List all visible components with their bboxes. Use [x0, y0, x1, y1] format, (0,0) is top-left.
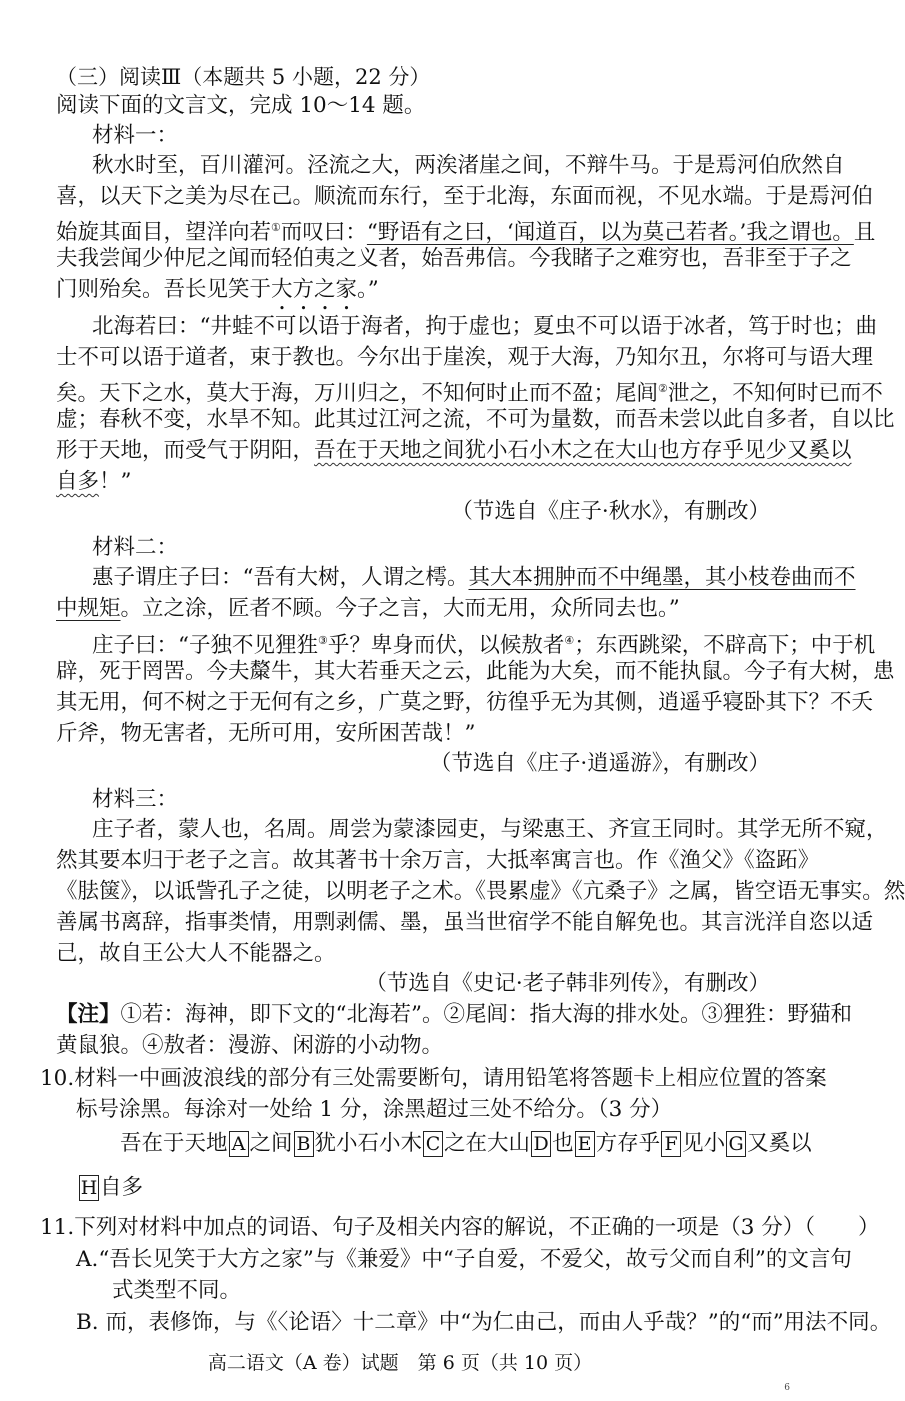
material3-line5: 己，故自王公大人不能器之。 — [56, 941, 336, 966]
notes-text: ①若：海神，即下文的“北海若”。②尾闾：指大海的排水处。③狸狌：野猫和 — [120, 1002, 853, 1027]
sentence-segment: 犹小石小木 — [314, 1131, 423, 1156]
question-number: 10. — [40, 1066, 75, 1091]
answer-box-b[interactable]: B — [294, 1131, 314, 1157]
corner-page-mark: 6 — [784, 1383, 790, 1393]
material1-p2-line3 — [56, 374, 883, 409]
question-10-line2: 标号涂黑。每涂对一处给 1 分，涂黑超过三处不给分。（3 分） — [76, 1097, 673, 1122]
sentence-segment: 吾在于天地 — [120, 1131, 228, 1156]
notes-line1 — [56, 1000, 853, 1030]
text-segment: 而叹曰： — [280, 220, 367, 246]
text-segment: 形于天地，而受气于阴阳， — [56, 438, 315, 463]
sentence-segment: 也 — [552, 1131, 574, 1156]
question-10-line1 — [40, 1064, 827, 1094]
material1-p1-line5 — [56, 275, 764, 315]
material1-p1-line4: 夫我尝闻少仲尼之闻而轻伯夷之义者，始吾弗信。今我睹子之难穷也，吾非至于子之 — [56, 246, 852, 271]
text-segment: 始旋其面目，望洋向若 — [56, 220, 272, 246]
text-segment: 。” — [357, 277, 379, 302]
material2-source: （节选自《庄子·逍遥游》，有删改） — [429, 751, 770, 776]
material1-p2-line1: 北海若曰：“井蛙不可以语于海者，拘于虚也；夏虫不可以语于冰者，笃于时也；曲 — [92, 314, 877, 339]
underlined-sentence: 其大本拥肿而不中绳墨，其小枝卷曲而不 — [468, 565, 856, 590]
sentence-segment: 之间 — [249, 1131, 293, 1156]
material1-p2-line2: 士不可以语于道者，束于教也。今尔出于崖涘，观于大海，乃知尔丑，尔将可与语大理 — [56, 345, 874, 370]
answer-box-d[interactable]: D — [531, 1131, 551, 1157]
text-segment: 乎？卑身而伏，以候敖者 — [327, 633, 565, 659]
text-segment: ！” — [99, 469, 132, 494]
text-segment: 矣。天下之水，莫大于海，万川归之，不知何时止而不盈；尾闾 — [56, 381, 659, 407]
wavy-underlined-passage: 自多 — [56, 469, 100, 494]
underlined-sentence: 中规矩 — [56, 596, 121, 621]
question-11-option-b[interactable]: B. 而，表修饰，与《〈论语〉十二章》中“为仁由己，而由人乎哉？”的“而”用法不同。 — [76, 1310, 892, 1335]
section-header: （三）阅读Ⅲ（本题共 5 小题，22 分） — [56, 65, 431, 89]
material2-p2-line4: 斤斧，物无害者，无所可用，安所困苦哉！” — [56, 721, 476, 746]
footnote-marker: ① — [271, 221, 281, 234]
text-segment: 。立之涂，匠者不顾。今子之言，大而无用，众所同去也。” — [120, 596, 680, 621]
material1-source: （节选自《庄子·秋水》，有删改） — [451, 499, 770, 524]
question-11-option-a-line1[interactable]: A.“吾长见笑于大方之家”与《兼爱》中“子自爱，不爱父，故亏父而自利”的文言句 — [76, 1247, 852, 1272]
text-segment: 惠子谓庄子曰：“吾有大树，人谓之樗。 — [92, 565, 469, 590]
answer-box-h[interactable]: H — [80, 1177, 98, 1199]
notes-line2: 黄鼠狼。④敖者：漫游、闲游的小动物。 — [56, 1033, 444, 1058]
material2-p2-line3: 其无用，何不树之于无何有之乡，广莫之野，彷徨乎无为其侧，逍遥乎寝卧其下？不夭 — [56, 690, 874, 715]
sentence-segment: 之在大山 — [444, 1131, 531, 1156]
material2-p1-line1 — [92, 563, 856, 593]
question-11-stem — [40, 1213, 880, 1243]
sentence-segment: 自多 — [100, 1175, 144, 1200]
footnote-marker: ② — [658, 382, 668, 395]
text-segment: 泄之，不知何时已而不 — [667, 381, 883, 407]
material2-p2-line1 — [92, 626, 876, 661]
material3-line1: 庄子者，蒙人也，名周。周尝为蒙漆园吏，与梁惠王、齐宣王同时。其学无所不窥， — [92, 817, 888, 842]
material1-p1-line1: 秋水时至，百川灌河。泾流之大，两涘渚崖之间，不辩牛马。于是焉河伯欣然自 — [92, 153, 845, 178]
question-10-sentence-line1 — [120, 1127, 812, 1161]
question-text: 下列对材料中加点的词语、句子及相关内容的解说，不正确的一项是（3 分）（ ） — [74, 1215, 880, 1240]
material3-line4: 善属书离辞，指事类情，用剽剥儒、墨，虽当世宿学不能自解免也。其言洸洋自恣以适 — [56, 910, 874, 935]
material1-p1-line3 — [56, 213, 876, 248]
instruction: 阅读下面的文言文，完成 10～14 题。 — [56, 93, 426, 118]
material2-title: 材料二： — [92, 535, 179, 560]
material1-title: 材料一： — [92, 123, 179, 148]
text-segment: 且 — [853, 220, 876, 246]
dotted-phrase: 大方之家 — [271, 277, 358, 302]
notes-label: 【注】 — [56, 1002, 121, 1027]
underlined-sentence: “野语有之曰，‘闻道百，以为莫己若者。’我之谓也。 — [366, 220, 854, 246]
answer-box-c[interactable]: C — [423, 1131, 443, 1157]
answer-box-e[interactable]: E — [575, 1131, 595, 1157]
material1-p1-line2: 喜，以天下之美为尽在己。顺流而东行，至于北海，东面而视，不见水端。于是焉河伯 — [56, 184, 874, 209]
text-segment: 庄子曰：“子独不见狸狌 — [92, 633, 318, 659]
material2-p2-line2: 辟，死于罔罟。今夫斄牛，其大若垂天之云，此能为大矣，而不能执鼠。今子有大树，患 — [56, 659, 895, 684]
material2-p1-line2 — [56, 594, 764, 624]
answer-box-a[interactable]: A — [229, 1131, 249, 1157]
material3-source: （节选自《史记·老子韩非列传》，有删改） — [365, 971, 770, 996]
question-11-option-a-line2[interactable]: 式类型不同。 — [112, 1278, 242, 1303]
material1-p2-line6 — [56, 467, 764, 497]
sentence-segment: 见小 — [682, 1131, 726, 1156]
wavy-underlined-passage: 吾在于天地之间犹小石小木之在大山也方存乎见少又奚以 — [314, 438, 852, 463]
material3-title: 材料三： — [92, 787, 179, 812]
answer-box-f[interactable]: F — [661, 1131, 681, 1157]
footnote-marker: ③ — [318, 634, 328, 647]
answer-box-g[interactable]: G — [726, 1131, 746, 1157]
material1-p2-line4: 虚；春秋不变，水旱不知。此其过江河之流，不可为量数，而吾未尝以此自多者，自以比 — [56, 407, 895, 432]
page-footer: 高二语文（A 卷）试题 第 6 页（共 10 页） — [207, 1352, 593, 1374]
text-segment: 门则殆矣。吾长见笑于 — [56, 277, 272, 302]
question-text: 材料一中画波浪线的部分有三处需要断句，请用铅笔将答题卡上相应位置的答案 — [74, 1066, 827, 1091]
text-segment: ；东西跳梁，不辟高下；中于机 — [574, 633, 876, 659]
question-number: 11. — [40, 1215, 75, 1240]
sentence-segment: 方存乎 — [595, 1131, 661, 1156]
material3-line3: 《胠箧》，以诋訾孔子之徒，以明老子之术。《畏累虚》《亢桑子》之属，皆空语无事实。然 — [56, 879, 905, 904]
sentence-segment: 又奚以 — [747, 1131, 812, 1156]
question-10-sentence-line2 — [78, 1171, 764, 1205]
material3-line2: 然其要本归于老子之言。故其著书十余万言，大抵率寓言也。作《渔父》《盗跖》 — [56, 848, 820, 873]
footnote-marker: ④ — [564, 634, 575, 647]
material1-p2-line5 — [56, 436, 852, 466]
